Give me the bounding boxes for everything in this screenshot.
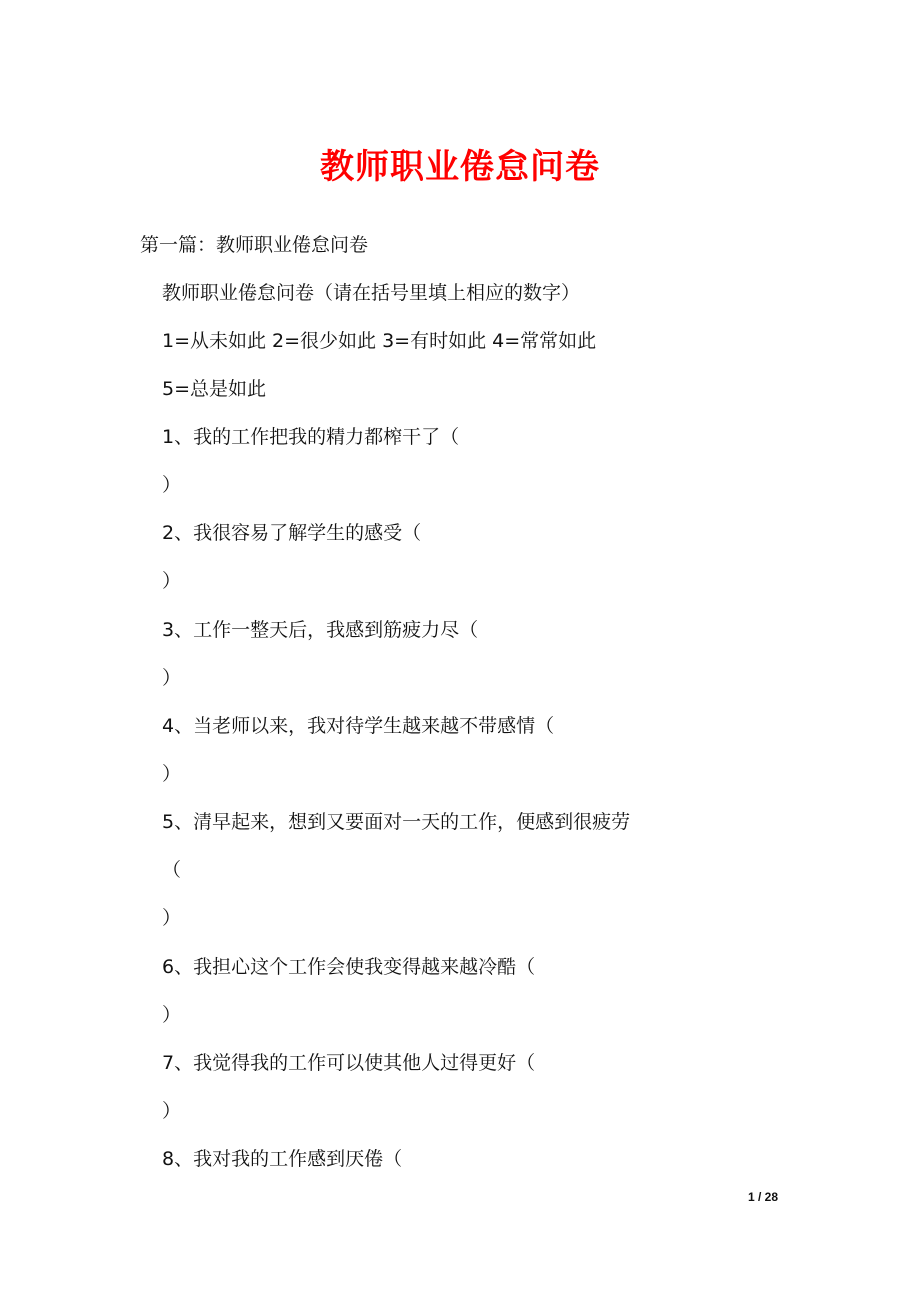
question-1-close: ）	[162, 474, 182, 496]
instructions-text: 教师职业倦怠问卷（请在括号里填上相应的数字）	[162, 282, 581, 304]
question-8: 8、我对我的工作感到厌倦（	[162, 1148, 403, 1170]
question-3-close: ）	[162, 667, 182, 689]
document-title: 教师职业倦怠问卷	[320, 147, 600, 187]
scale-line-2: 5=总是如此	[162, 378, 267, 400]
question-5-open: （	[162, 859, 182, 881]
question-7: 7、我觉得我的工作可以使其他人过得更好（	[162, 1052, 536, 1074]
question-4: 4、当老师以来，我对待学生越来越不带感情（	[162, 715, 555, 737]
question-7-close: ）	[162, 1100, 182, 1122]
question-3: 3、工作一整天后，我感到筋疲力尽（	[162, 619, 479, 641]
question-2: 2、我很容易了解学生的感受（	[162, 522, 422, 544]
question-2-close: ）	[162, 570, 182, 592]
scale-line-1: 1=从未如此 2=很少如此 3=有时如此 4=常常如此	[162, 330, 597, 352]
section-heading: 第一篇：教师职业倦怠问卷	[140, 234, 369, 256]
question-5: 5、清早起来，想到又要面对一天的工作，便感到很疲劳	[162, 811, 631, 833]
page-number: 1 / 28	[748, 1190, 779, 1204]
question-6-close: ）	[162, 1004, 182, 1026]
question-5-close: ）	[162, 907, 182, 929]
question-4-close: ）	[162, 763, 182, 785]
question-6: 6、我担心这个工作会使我变得越来越冷酷（	[162, 956, 536, 978]
question-1: 1、我的工作把我的精力都榨干了（	[162, 426, 460, 448]
